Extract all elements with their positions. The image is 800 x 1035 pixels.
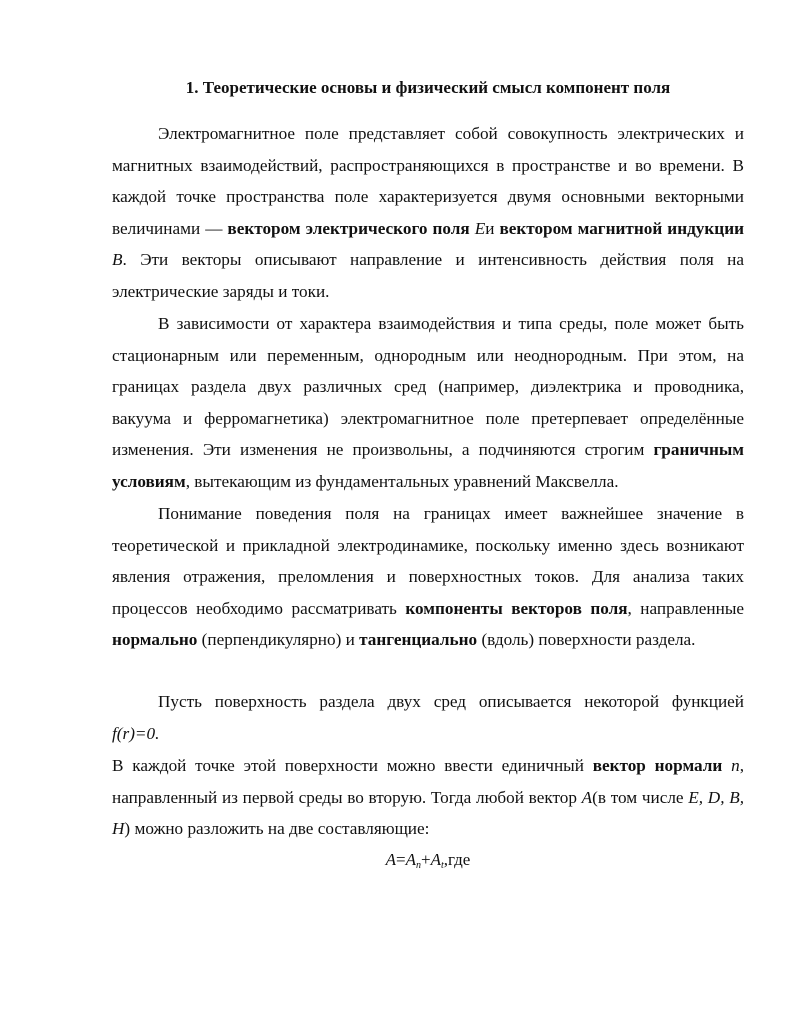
formula-term-a: A: [405, 850, 417, 869]
decomposition-formula: [112, 848, 744, 878]
p3-text-4: (вдоль) поверхности раздела.: [477, 630, 696, 650]
surface-function: f(r)=0.: [112, 724, 160, 743]
p2-text-1: В зависимости от характера взаимодействия и типа среды, поле может быть стационарным или переменным, однородным или неоднородным. При этом, на границах раздела двух различных сред (например, диэлектрика и проводника, вакуума и ферромагнетика) электромагнитное поле претерпевает определённые изменения. Эти изменения не произвольны, а подчиняются строгим: [112, 314, 744, 460]
p5-var-n: n: [731, 756, 740, 775]
paragraph-5: [112, 750, 744, 845]
paragraph-1: [112, 118, 744, 308]
formula-sub-t: t: [441, 860, 444, 871]
p1-text-3: . Эти векторы описывают направление и интенсивность действия поля на электрические заряды и токи.: [112, 250, 744, 301]
paragraph-2: [112, 308, 744, 498]
p2-bold-boundary-conditions: граничным условиям: [112, 440, 744, 491]
p1-var-E: E: [474, 218, 486, 238]
p4-text-1: Пусть поверхность раздела двух сред описывается некоторой функцией: [158, 692, 744, 711]
formula-tail: ,где: [443, 850, 471, 869]
p5-text-4: ) можно разложить на две составляющие:: [124, 819, 430, 839]
p5-text-1: В каждой точке этой поверхности можно ввести единичный: [112, 756, 593, 775]
p1-var-B: B: [112, 250, 123, 270]
p5-text-2: , направленный из первой среды во вторую. Тогда любой вектор: [112, 756, 745, 807]
p1-text-1: Электромагнитное поле представляет собой совокупность электрических и магнитных взаимодействий, распространяющихся в пространстве и во времени. В каждой точке пространства поле характеризуется двумя основными векторными величинами —: [112, 124, 744, 238]
p1-bold-electric-field: вектором электрического поля: [227, 218, 470, 238]
paragraph-3: [112, 498, 744, 656]
p3-bold-field-components: компоненты векторов поля: [405, 598, 628, 618]
p5-bold-normal-vector: вектор нормали: [592, 756, 723, 775]
formula-lhs: A: [385, 850, 397, 869]
p3-text-2: , направленные: [627, 598, 744, 618]
paragraph-4-formula: [112, 718, 744, 750]
p3-text-3: (перпендикулярно) и: [197, 630, 360, 650]
p5-var-A: A: [581, 787, 593, 807]
formula-term-b: A: [430, 850, 441, 869]
section-heading: 1. Теоретические основы и физический смысл компонент поля: [185, 78, 671, 97]
p5-text-3: (в том числе: [592, 787, 689, 807]
p5-vars-EDBH: E, D, B, H: [112, 787, 745, 839]
formula-plus: +: [421, 850, 431, 869]
p3-text-1: Понимание поведения поля на границах имеет важнейшее значение в теоретической и прикладной электродинамике, поскольку именно здесь возникают явления отражения, преломления и поверхностных токов. Для анализа таких процессов необходимо рассматривать: [112, 504, 744, 618]
p3-bold-normal: нормально: [112, 630, 198, 650]
p2-text-2: , вытекающим из фундаментальных уравнений Максвелла.: [185, 471, 619, 491]
p1-text-2: и: [485, 218, 500, 238]
p3-bold-tangential: тангенциально: [359, 630, 478, 650]
formula-equals: =: [396, 850, 406, 869]
p1-bold-magnetic-induction: вектором магнитной индукции: [499, 218, 744, 238]
paragraph-4: [112, 686, 744, 718]
formula-sub-n: n: [416, 860, 422, 871]
